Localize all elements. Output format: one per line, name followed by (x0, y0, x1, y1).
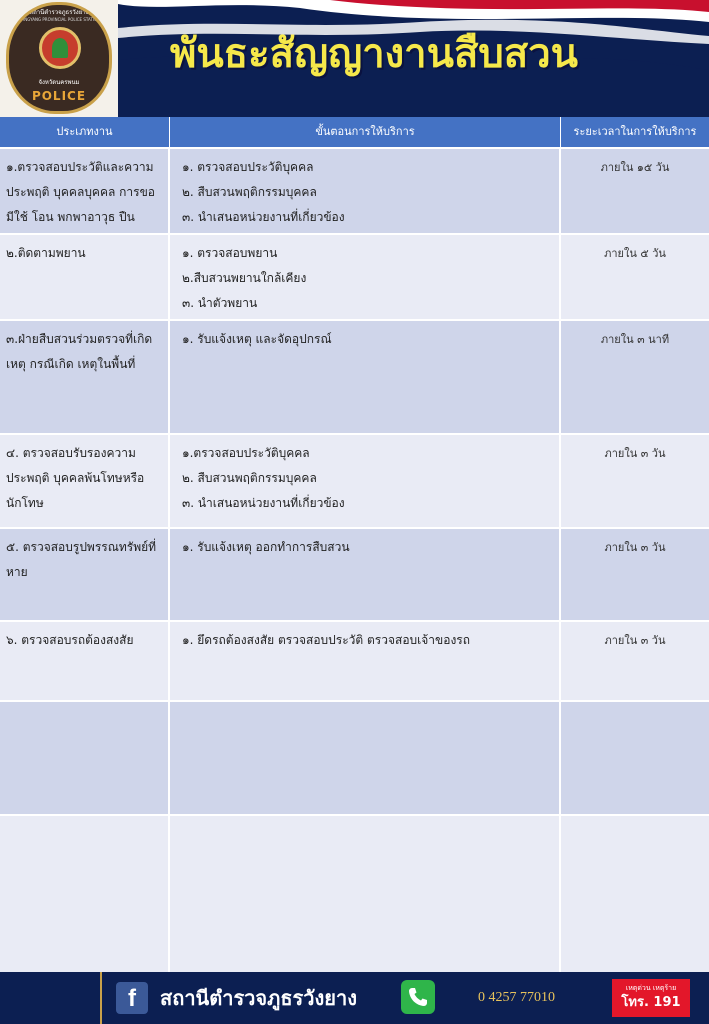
footer-phone-number[interactable]: 0 4257 77010 (478, 990, 555, 1005)
cell-empty (561, 816, 709, 972)
cell-duration: ภายใน ๓ วัน (604, 634, 666, 647)
step-item: ๑. ตรวจสอบพยาน (182, 246, 278, 260)
cell-empty (0, 816, 170, 972)
logo-area (0, 0, 118, 117)
table-row (0, 527, 709, 620)
cell-empty (170, 816, 561, 972)
step-item: ๑. รับแจ้งเหตุ ออกทำการสืบสวน (182, 540, 350, 554)
step-item: ๑. ยึดรถต้องสงสัย ตรวจสอบประวัติ ตรวจสอบเจ้าของรถ (182, 633, 471, 647)
cell-duration: ภายใน ๑๕ วัน (600, 161, 670, 174)
page-header (0, 0, 709, 117)
cell-service-steps (170, 321, 561, 433)
phone-icon[interactable] (401, 980, 435, 1014)
step-item: ๒. สืบสวนพฤติกรรมบุคคล (182, 185, 317, 199)
footer-divider (100, 972, 102, 1024)
page-title: พันธะสัญญางานสืบสวน (170, 31, 579, 77)
cell-service-steps (170, 149, 561, 233)
table-row (0, 319, 709, 433)
cell-service-steps (170, 622, 561, 700)
cell-service-steps (170, 235, 561, 319)
emergency-label: เหตุด่วน เหตุร้าย (625, 984, 677, 992)
footer-station-name: สถานีตำรวจภูธรวังยาง (160, 986, 357, 1010)
police-seal-icon (39, 27, 81, 69)
step-item: ๓. นำตัวพยาน (182, 296, 258, 310)
step-item: ๒. สืบสวนพฤติกรรมบุคคล (182, 471, 317, 485)
cell-service-steps (170, 435, 561, 527)
cell-service-steps (170, 529, 561, 620)
step-item: ๓. นำเสนอหน่วยงานที่เกี่ยวข้อง (182, 496, 345, 510)
cell-empty (0, 702, 170, 814)
logo-station-text-en: WANGYANG PROVINCIAL POLICE STATION (17, 17, 101, 22)
column-header-type: ประเภทงาน (0, 117, 170, 147)
emergency-number: โทร. 191 (621, 995, 681, 1010)
column-header-steps: ขั้นตอนการให้บริการ (170, 117, 561, 147)
cell-service-type: ๕. ตรวจสอบรูปพรรณทรัพย์ที่หาย (0, 529, 170, 620)
table-row-empty (0, 814, 709, 972)
step-item: ๓. นำเสนอหน่วยงานที่เกี่ยวข้อง (182, 210, 345, 224)
step-item: ๑.ตรวจสอบประวัติบุคคล (182, 446, 310, 460)
logo-province-text: จังหวัดนครพนม (38, 79, 80, 86)
cell-service-type: ๖. ตรวจสอบรถต้องสงสัย (0, 622, 170, 700)
step-item: ๒.สืบสวนพยานใกล้เคียง (182, 271, 307, 285)
cell-service-type: ๔. ตรวจสอบรับรองความประพฤติ บุคคลพ้นโทษหรือนักโทษ (0, 435, 170, 527)
cell-service-type: ๒.ติดตามพยาน (0, 235, 170, 319)
table-row-empty (0, 700, 709, 814)
table-row (0, 433, 709, 527)
table-header-row (0, 117, 709, 147)
table-row (0, 147, 709, 233)
column-header-duration: ระยะเวลาในการให้บริการ (573, 125, 697, 138)
table-row (0, 620, 709, 700)
cell-service-type: ๑.ตรวจสอบประวัติและความประพฤติ บุคคลบุคคล การขอมีใช้ โอน พกพาอาวุธ ปืน (0, 149, 170, 233)
logo-station-text: สถานีตำรวจภูธรวังยาง (29, 9, 89, 16)
logo-police-text: POLICE (31, 89, 87, 103)
step-item: ๑. รับแจ้งเหตุ และจัดอุปกรณ์ (182, 332, 332, 346)
cell-empty (561, 702, 709, 814)
cell-empty (170, 702, 561, 814)
step-item: ๑. ตรวจสอบประวัติบุคคล (182, 160, 314, 174)
cell-service-type: ๓.ฝ่ายสืบสวนร่วมตรวจที่เกิดเหตุ กรณีเกิด เหตุในพื้นที่ (0, 321, 170, 433)
cell-duration: ภายใน ๕ วัน (604, 247, 666, 260)
emergency-badge[interactable] (612, 979, 690, 1017)
page-footer (0, 972, 709, 1024)
cell-duration: ภายใน ๓ วัน (604, 541, 666, 554)
table-row (0, 233, 709, 319)
cell-duration: ภายใน ๓ วัน (604, 447, 666, 460)
cell-duration: ภายใน ๓ นาที (600, 333, 670, 346)
facebook-icon[interactable]: f (116, 982, 148, 1014)
police-badge-logo (6, 2, 112, 114)
